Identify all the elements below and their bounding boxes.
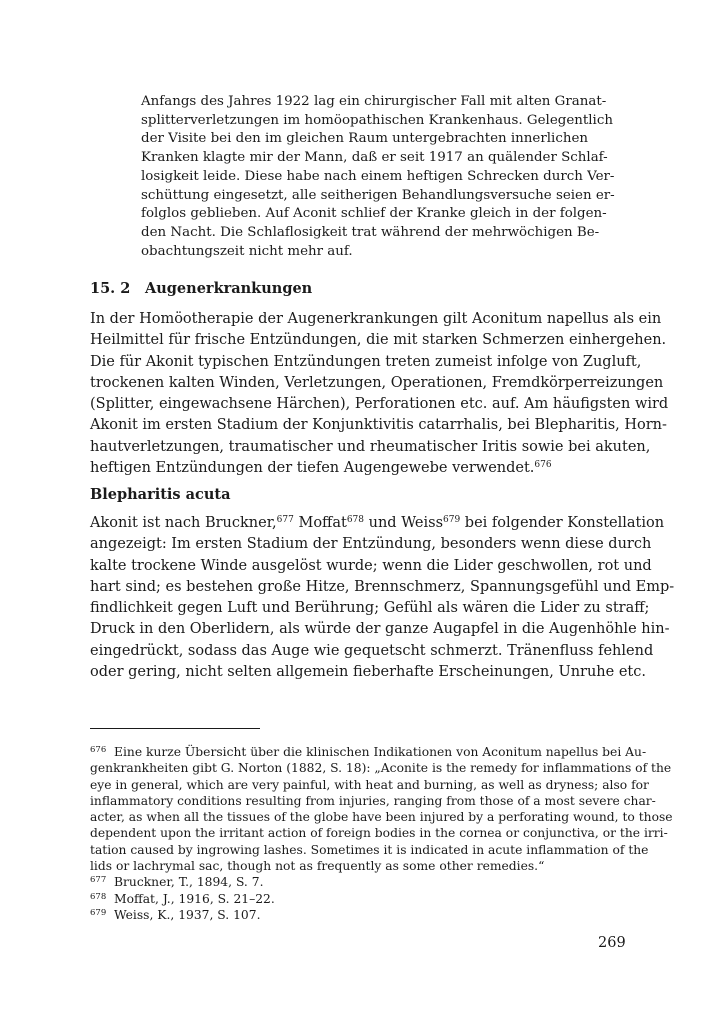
footnote-line: acter, as when all the tissues of the globe have been injured by a perforating wound, to those [90,810,673,825]
section-heading [90,280,312,298]
footnote-ref-679[interactable]: 679 [443,515,461,525]
footnote-line: eye in general, which are very painful, with heat and burning, as well as dryness; also for [90,777,649,792]
section-number: 15. 2 [90,280,131,297]
paragraph-line [90,458,623,479]
quote-line: splitterverletzungen im homöopathischen Krankenhaus. Gelegentlich [141,112,613,128]
paragraph-line: trockenen kalten Winden, Verletzungen, Operationen, Fremdkörperreizungen [90,374,664,391]
quote-line: schüttung eingesetzt, alle seitherigen Behandlungsversuche seien er- [141,187,615,203]
paragraph-line: Akonit im ersten Stadium der Konjunktivitis catarrhalis, bei Blepharitis, Horn- [90,417,667,434]
paragraph-line: findlichkeit gegen Luft und Berührung; Gefühl als wären die Lider zu straff; [90,600,650,617]
paragraph-line: hart sind; es bestehen große Hitze, Brennschmerz, Spannungsgefühl und Emp- [90,578,675,595]
footnotes [90,744,673,923]
text-run: Moffat [293,515,347,531]
text-run: Akonit ist nach Bruckner, [90,515,277,531]
footnote-ref-676[interactable]: 676 [534,460,552,471]
footnote-ref-677[interactable]: 677 [276,515,294,525]
quote-line: der Visite bei den im gleichen Raum untergebrachten innerlichen [141,131,588,147]
paragraph-blepharitis [90,513,675,683]
paragraph-line: angezeigt: Im ersten Stadium der Entzündung, besonders wenn diese durch [90,536,652,553]
footnote-text: Weiss, K., 1937, S. 107. [114,907,261,922]
quote-line: den Nacht. Die Schlaflosigkeit trat während der mehrwöchigen Be- [141,224,600,240]
footnote-text: Moffat, J., 1916, S. 21–22. [114,891,275,906]
quote-line: obachtungszeit nicht mehr auf. [141,243,353,259]
footnote-678: 678 Moffat, J., 1916, S. 21–22. [90,891,275,906]
subheading-blepharitis: Blepharitis acuta [90,486,231,503]
footnote-676: 676 Eine kurze Übersicht über die klinischen Indikationen von Aconitum napellus bei Au- [90,745,647,759]
paragraph-line: hautverletzungen, traumatischer und rheumatischer Iritis sowie bei akuten, [90,438,651,455]
text-run: und Weiss [364,515,444,531]
paragraph-line: Druck in den Oberlidern, als würde der ganze Augapfel in die Augenhöhle hin- [90,621,670,638]
footnote-677: 677 Bruckner, T., 1894, S. 7. [90,875,264,890]
paragraph-line-text: heftigen Entzündungen der tiefen Augengewebe verwendet. [90,460,535,477]
footnote-line: inflammatory conditions resulting from injuries, ranging from those of a most severe char- [90,793,656,808]
footnote-text: Eine kurze Übersicht über die klinischen Indikationen von Aconitum napellus bei Au- [114,745,647,759]
footnote-divider [90,728,260,729]
paragraph-line: Heilmittel für frische Entzündungen, die mit starken Schmerzen einhergehen. [90,332,667,349]
section-title: Augenerkrankungen [145,280,313,297]
footnote-text: Bruckner, T., 1894, S. 7. [114,875,264,890]
quote-line: folglos geblieben. Auf Aconit schlief der Kranke gleich in der folgen- [141,206,607,222]
quote-line: Kranken klagte mir der Mann, daß er seit 1917 an quälender Schlaf- [141,150,608,166]
quote-line: Anfangs des Jahres 1922 lag ein chirurgischer Fall mit alten Granat- [141,94,607,109]
paragraph-augenerkrankungen [90,309,669,479]
footnote-line: lids or lachrymal sac, though not as frequently as some other remedies.“ [90,859,545,874]
footnote-line: genkrankheiten gibt G. Norton (1882, S. 18): „Aconite is the remedy for inflammations of the [90,761,672,776]
paragraph-line [90,513,665,534]
footnote-679: 679 Weiss, K., 1937, S. 107. [90,907,261,922]
paragraph-line: Die für Akonit typischen Entzündungen treten zumeist infolge von Zugluft, [90,353,642,370]
footnote-ref-678[interactable]: 678 [346,515,365,525]
paragraph-line: kalte trockene Winde ausgelöst wurde; wenn die Lider geschwollen, rot und [90,557,652,574]
paragraph-line: In der Homöotherapie der Augenerkrankungen gilt Aconitum napellus als ein [90,311,662,327]
paragraph-line: oder gering, nicht selten allgemein fieberhafte Erscheinungen, Unruhe etc. [90,664,646,681]
case-report-quote [141,93,615,261]
footnote-line: tation caused by ingrowing lashes. Sometimes it is indicated in acute inflammation of the [90,842,649,857]
footnote-line: dependent upon the irritant action of foreign bodies in the cornea or conjunctiva, or the irri- [90,826,668,841]
quote-line: losigkeit leide. Diese habe nach einem heftigen Schrecken durch Ver- [141,168,615,184]
text-run: bei folgender Konstellation [460,515,665,531]
paragraph-line: eingedrückt, sodass das Auge wie gequetscht schmerzt. Tränenfluss fehlend [90,642,654,659]
paragraph-line: (Splitter, eingewachsene Härchen), Perforationen etc. auf. Am häufigsten wird [90,396,669,413]
page-number: 269 [598,935,626,951]
